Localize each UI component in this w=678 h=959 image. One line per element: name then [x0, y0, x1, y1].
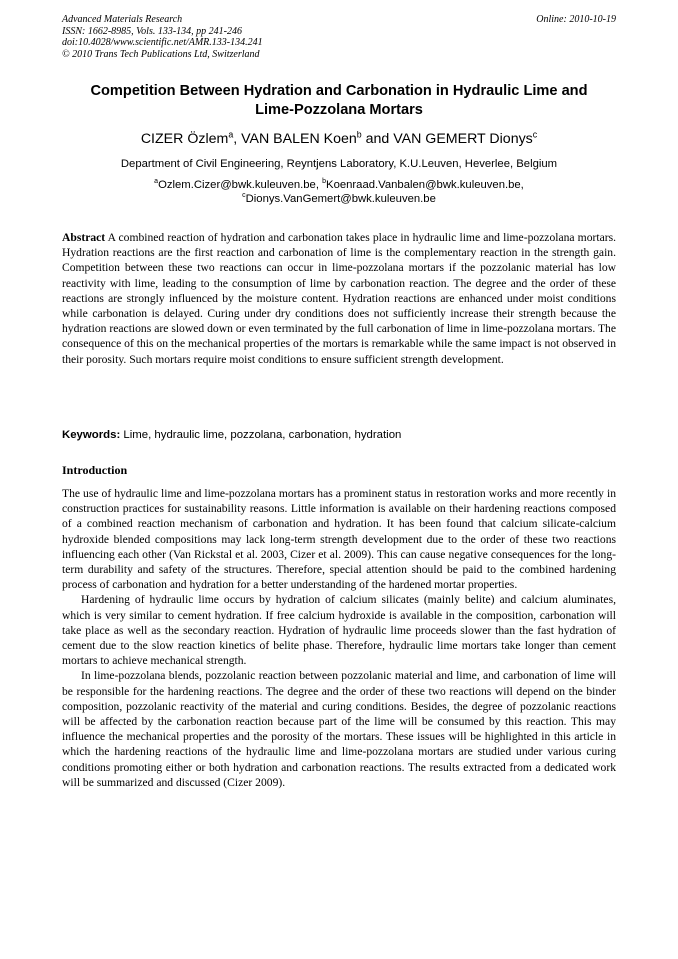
journal-header	[62, 14, 616, 60]
title-line-2: Lime-Pozzolana Mortars	[255, 102, 423, 118]
email-superscript: b	[322, 178, 327, 186]
introduction-body	[62, 486, 616, 790]
author-list	[62, 130, 616, 148]
keywords	[62, 428, 616, 442]
journal-name: Advanced Materials Research	[62, 14, 183, 25]
paragraph: In lime-pozzolana blends, pozzolanic reaction between pozzolanic material and lime, and carbonation of lime will be responsible for the hardening reactions. The degree and the order of these two reactions will depend on the binder composition, pozzolanic reactivity of the material and curing conditions. Besides, the degree of pozzolanic reactions will be affected by the carbonation reaction because part of the lime will be consumed by this reaction. This may influence the mechanical properties and the porosity of the mortars. These issues will be highlighted in this article in which the hardening reactions of the hydraulic lime and lime-pozzolana mortars are studied under various curing conditions promoting either or both hydration and carbonation reactions. The results extracted from a dedicated work will be summarized and discussed (Cizer 2009).	[62, 669, 616, 789]
abstract-text: A combined reaction of hydration and carbonation takes place in hydraulic lime and lime-pozzolana mortars. Hydration reactions are the first reaction and carbonation of lime is the complementary reaction in the strength gain. Competition between these two reactions can occur in lime-pozzolana mortars if the pozzolanic material has low reactivity with lime, leading to the consumption of lime by carbonation reaction. The degree and the order of these reactions are strongly influenced by the moisture content. Hydration reactions are enhanced under moist conditions while carbonation is delayed. Curing under dry conditions does not sufficiently increase their strength because the hydration reactions are slowed down or even terminated by the full carbonation of lime in lime-pozzolana mortars. The consequence of this on the mechanical properties of the mortars is remarkable while the same impact is not observed in their porosity. Such mortars require moist conditions to ensure sufficient strength development.	[62, 231, 616, 366]
journal-info	[62, 14, 616, 60]
paragraph: The use of hydraulic lime and lime-pozzolana mortars has a prominent status in restoration works and more recently in construction practices for sustainability reasons. Little information is available on their hardening reactions composed of a combined reaction mechanism of carbonation and hydration. It has been found that calcium silicate-calcium hydroxide blended compositions may lack long-term strength development due to the order of these two reactions influencing each other (Van Rickstal et al. 2003, Cizer et al. 2009). This can cause negative consequences for the long-term durability and safety of the structures. Therefore, special attention should be paid to the combined hardening process of carbonation and hydration for a better understanding of the hardened mortar properties.	[62, 487, 616, 592]
abstract	[62, 230, 616, 367]
email-line-1	[62, 178, 616, 192]
email-superscript: a	[154, 178, 159, 186]
author-emails	[62, 178, 616, 206]
abstract-label: Abstract	[62, 231, 106, 244]
email-line-2	[62, 192, 616, 206]
email-address: Ozlem.Cizer@bwk.kuleuven.be,	[158, 179, 323, 191]
author-superscript: b	[356, 129, 362, 140]
keywords-text: Lime, hydraulic lime, pozzolana, carbonation, hydration	[120, 429, 402, 441]
paragraph: Hardening of hydraulic lime occurs by hydration of calcium silicates (mainly belite) and calcium aluminates, which is very similar to cement hydration. If free calcium hydroxide is available in the composition, carbonation will take place as well as the secondary reaction. Hydration of hydraulic lime proceeds slower than the fast hydration of cement due to the slow reaction kinetics of belite phase. Therefore, hydraulic lime mortars take longer than cement mortars to achieve mechanical strength.	[62, 593, 616, 668]
affiliation: Department of Civil Engineering, Reyntjens Laboratory, K.U.Leuven, Heverlee, Belgium	[120, 158, 558, 170]
keywords-label: Keywords:	[62, 429, 121, 441]
doi-line: doi:10.4028/www.scientific.net/AMR.133-134.241	[62, 37, 263, 48]
author-name: CIZER Özlem	[140, 131, 229, 147]
title-line-1: Competition Between Hydration and Carbonation in Hydraulic Lime and	[90, 83, 588, 99]
paper-title	[62, 82, 616, 120]
email-superscript: c	[242, 192, 246, 200]
author-name: and VAN GEMERT Dionys	[361, 131, 533, 147]
email-address: Dionys.VanGemert@bwk.kuleuven.be	[245, 193, 436, 205]
issn-line: ISSN: 1662-8985, Vols. 133-134, pp 241-246	[62, 25, 242, 37]
author-superscript: a	[228, 129, 234, 140]
email-address: Koenraad.Vanbalen@bwk.kuleuven.be,	[326, 179, 524, 191]
author-superscript: c	[532, 129, 538, 140]
section-heading-introduction: Introduction	[62, 463, 128, 477]
copyright-line: © 2010 Trans Tech Publications Ltd, Switzerland	[62, 48, 260, 60]
author-name: , VAN BALEN Koen	[233, 131, 357, 147]
online-date: Online: 2010-10-19	[536, 14, 616, 25]
